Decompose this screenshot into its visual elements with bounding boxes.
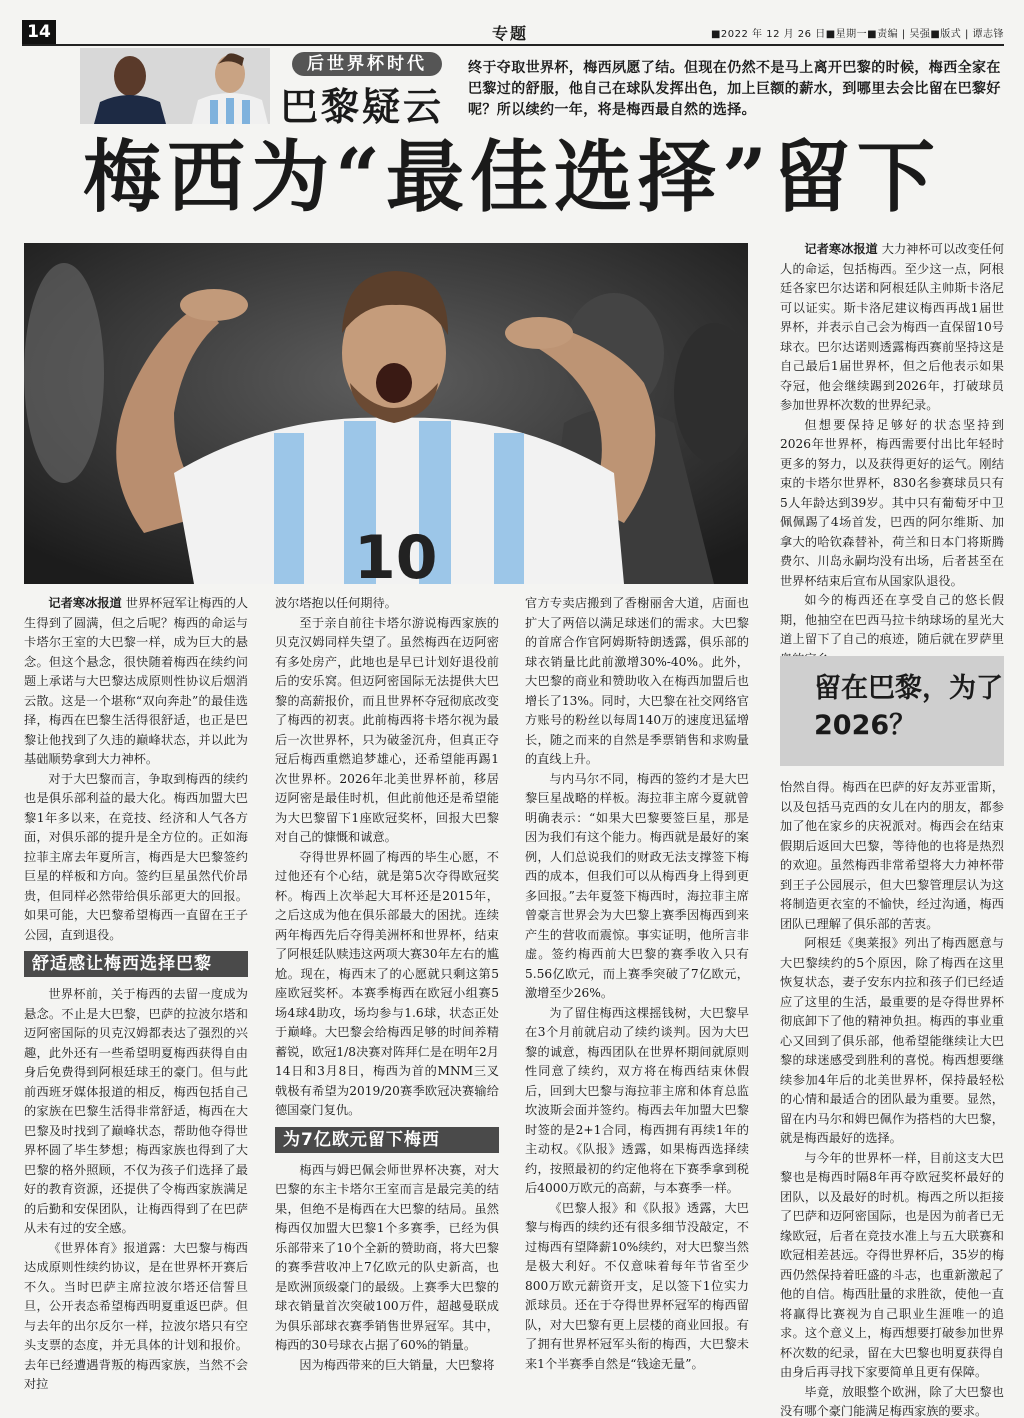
players-thumbnail	[80, 48, 270, 124]
paragraph: 《巴黎人报》和《队报》透露，大巴黎与梅西的续约还有很多细节没敲定，不过梅西有望降薪10%续约，对大巴黎当然是极大利好。不仅意味着每年节省至少800万欧元薪资开支，足以签下1位实力派球员。还在于夺得世界杯冠军的梅西留队，对大巴黎有更上层楼的商业回报。有了拥有世界杯冠军头衔的梅西，大巴黎未来1个半赛季自然是“钱途无量”。	[525, 1200, 749, 1371]
paragraph: 梅西与姆巴佩会师世界杯决赛，对大巴黎的东主卡塔尔王室而言是最完美的结果，但绝不是梅西在大巴黎的结局。虽然梅西仅加盟大巴黎1个多赛季，已经为俱乐部带来了10个全新的赞助商，将大巴黎的赛季营收冲上7亿欧元的队史新高，也是欧洲顶级豪门的最级。上赛季大巴黎的球衣销量首次突破100万件，超越曼联成为俱乐部球衣赛季销售世界冠军。其中，梅西的30号球衣占据了60%的销量。	[275, 1162, 499, 1352]
box-heading: 留在巴黎，为了2026？	[780, 656, 1004, 766]
paragraph: 与今年的世界杯一样，目前这支大巴黎也是梅西时隔8年再夺欧冠奖杯最好的团队，以及最好的时机。梅西之所以拒接了巴萨和迈阿密国际，也是因为前者已无缘欧冠，后者在竞技水准上与五大联赛和欧冠相差甚远。夺得世界杯后，35岁的梅西仍然保持着旺盛的斗志，也重新激起了他的自信。梅西肚量的求胜欲，使他一直将赢得比赛视为自己职业生涯唯一的追求。这个意义上，梅西想要打破参加世界杯次数的纪录，留在大巴黎也明夏获得自由身后再寻找下家要简单且更有保障。	[780, 1150, 1004, 1379]
paragraph: 世界杯冠军让梅西的人生得到了圆满，但之后呢？梅西的命运与卡塔尔王室的大巴黎一样，成为巨大的悬念。但这个悬念，很快随着梅西在续约问题上承诺与大巴黎达成原则性协议后烟消云散。这是一个堪称“双向奔赴”的最佳选择，梅西在巴黎生活得很舒适，也正是巴黎让他找到了久违的巅峰状态，并以此为基础顺势拿到大力神杯。	[24, 596, 249, 766]
paragraph: 大力神杯可以改变任何人的命运，包括梅西。至少这一点，阿根廷各家巴尔达诺和阿根廷队主帅斯卡洛尼可以证实。斯卡洛尼建议梅西再战1届世界杯，并表示自己会为梅西一直保留10号球衣。巴尔达诺则透露梅西赛前坚持这是自己最后1届世界杯，但之后他表示如果夺冠，他会继续踢到2026年，打破球员参加世界杯次数的世界纪录。	[780, 242, 1005, 412]
celebrating-player-photo	[24, 243, 748, 584]
issue-meta: ■2022 年 12 月 26 日■星期一■责编 | 吴强■版式 | 谭志锋	[710, 29, 1004, 40]
shirt-number: 10	[354, 523, 438, 584]
paragraph: 怡然自得。梅西在巴萨的好友苏亚雷斯，以及包括马克西的女儿在内的朋友，都参加了他在家乡的庆祝派对。梅西会在结束假期后返回大巴黎，等待他的也将是热烈的欢迎。虽然梅西非常希望将大力神杯带到王子公园展示，但大巴黎管理层认为这将制造更衣室的不愉快，经过沟通，梅西团队已理解了俱乐部的苦衷。	[780, 780, 1004, 931]
paragraph: 世界杯前，关于梅西的去留一度成为悬念。不止是大巴黎，巴萨的拉波尔塔和迈阿密国际的贝克汉姆都表达了强烈的兴趣，此外还有一些希望明夏梅西获得自由身后免费得到阿根廷球王的豪门。但与此前西班牙媒体报道的相反，梅西包括自己的家族在巴黎生活得非常舒适，梅西在大巴黎及时找到了巅峰状态，帮助他夺得世界杯圆了毕生梦想；梅西家族也得到了大巴黎的格外照顾，不仅为孩子们选择了最好的教育资源，还提供了令梅西家族满足的后勤和安保团队，让梅西得到了在巴萨从未有过的安全感。	[24, 987, 248, 1235]
paragraph: 为了留住梅西这棵摇钱树，大巴黎早在3个月前就启动了续约谈判。因为大巴黎的诚意，梅西团队在世界杯期间就原则性同意了续约，双方将在梅西结束休假后，回到大巴黎与海拉菲主席和体育总监坎波斯会面并签约。梅西去年加盟大巴黎时签的是2+1合同，梅西拥有再续1年的主动权。《队报》透露，如果梅西选择续约，按照最初的约定他将在下赛季拿到税后4000万欧元的高薪，与本赛季一样。	[525, 1005, 749, 1195]
page-header	[22, 20, 1004, 46]
paragraph: 但想要保持足够好的状态坚持到2026年世界杯，梅西需要付出比年轻时更多的努力，以及获得更好的运气。刚结束的卡塔尔世界杯，830名参赛球员只有5人年龄达到39岁。其中只有葡萄牙中卫佩佩踢了4场首发，巴西的阿尔维斯、加拿大的哈钦森替补，荷兰和日本门将斯腾费尔、川岛永嗣均没有出场，后者甚至在世界杯结束后宣布从国家队退役。	[780, 417, 1004, 588]
page-number: 14	[22, 20, 56, 44]
paragraph: 与内马尔不同，梅西的签约才是大巴黎巨星战略的样板。海拉菲主席今夏就曾明确表示：“如果大巴黎要签巨星，那是因为我们有这个能力。梅西就是最好的案例，人们总说我们的财政无法支撑签下梅西的成本，但我们可以从梅西身上得到更多回报。”去年夏签下梅西时，海拉菲主席曾豪言世界会为大巴黎上赛季因梅西到来产生的营收而震惊。事实证明，他所言非虚。签约梅西前大巴黎的赛季收入只有5.56亿欧元，而上赛季突破了7亿欧元，激增至少26%。	[525, 771, 749, 1000]
column-2	[275, 594, 499, 1375]
kicker-block	[272, 50, 462, 129]
paragraph: 毕竟，放眼整个欧洲，除了大巴黎也没有哪个豪门能满足梅西家族的要求。	[780, 1384, 1004, 1418]
subheading: 为7亿欧元留下梅西	[275, 1127, 499, 1153]
paragraph: 如今的梅西还在享受自己的悠长假期，他抽空在巴西马拉卡纳球场的星光大道上留下了自己的痕迹，随后就在罗萨里	[780, 593, 1004, 646]
lede-summary: 终于夺取世界杯，梅西夙愿了结。但现在仍然不是马上离开巴黎的时候，梅西全家在巴黎过的舒服，他自己在球队发挥出色，加上巨额的薪水，到哪里去会比留在巴黎好呢？所以续约一年，将是梅西最自然的选择。	[468, 60, 1001, 118]
subheading: 舒适感让梅西选择巴黎	[24, 951, 248, 977]
paragraph: 因为梅西带来的巨大销量，大巴黎将	[299, 1357, 495, 1372]
paragraph: 对于大巴黎而言，争取到梅西的续约也是俱乐部利益的最大化。梅西加盟大巴黎1年多以来，在竞技、经济和人气各方面，对俱乐部的提升是全方位的。正如海拉菲主席去年夏所言，梅西是大巴黎签约巨星的样板和方向。签约巨星虽然代价昂贵，但同样必然带给俱乐部更大的回报。如果可能，大巴黎希望梅西一直留在王子公园，直到退役。	[24, 771, 248, 942]
paragraph: 波尔塔抱以任何期待。	[275, 596, 397, 610]
section-title: 专题	[492, 24, 529, 43]
paragraph: 夺得世界杯圆了梅西的毕生心愿，不过他还有个心结，就是第5次夺得欧冠奖杯。梅西上次举起大耳杯还是2015年，之后这成为他在俱乐部最大的困扰。连续两年梅西先后夺得美洲杯和世界杯，结束了阿根廷队赎违这两项大赛30年左右的尴尬。现在，梅西末了的心愿就只剩这第5座欧冠奖杯。本赛季梅西在欧冠小组赛5场4球4助攻，场均参与1.6球，状态正处于巅峰。大巴黎会给梅西足够的时间养精蓄锐，欧冠1/8决赛对阵拜仁是在明年2月14日和3月8日，梅西为首的MNM三叉戟极有希望为2019/20赛季欧冠决赛输给德国豪门复仇。	[275, 849, 499, 1117]
kicker-tag: 后世界杯时代	[292, 52, 442, 76]
headline: 梅西为“最佳选择”留下	[83, 132, 941, 223]
kicker-title: 巴黎疑云	[280, 84, 445, 129]
paragraph: 《世界体育》报道露：大巴黎与梅西达成原则性续约协议，是在世界杯开赛后不久。当时巴萨主席拉波尔塔还信誓旦旦，公开表态希望梅西明夏重返巴萨。但与去年的出尔反尔一样，拉波尔塔只有空头支票的态度，并无具体的计划和报价。去年已经遭遇背叛的梅西家族，当然不会对拉	[24, 1240, 248, 1391]
column-4-top	[780, 240, 1004, 669]
byline: 记者寒冰报道	[804, 242, 878, 256]
column-3	[525, 594, 749, 1374]
paragraph: 官方专卖店搬到了香榭丽舍大道，店面也扩大了两倍以满足球迷们的需求。大巴黎的首席合作官阿姆斯特朗透露，俱乐部的球衣销量比此前激增30%-40%。此外，大巴黎的商业和赞助收入在梅西加盟后也增长了13%。同时，大巴黎在社交网络官方账号的粉丝以每周140万的速度迅猛增长，随之而来的自然是季票销售和求购量的直线上升。	[525, 596, 749, 766]
paragraph: 至于亲自前往卡塔尔游说梅西家族的贝克汉姆同样失望了。虽然梅西在迈阿密有多处房产，此地也是早已计划好退役前后的安乐窝。但迈阿密国际无法提供大巴黎的高薪报价，而且世界杯夺冠彻底改变了梅西的初衷。此前梅西将卡塔尔视为最后一次世界杯，只为破釜沉舟，但真正夺冠后梅西重燃追梦雄心，还希望能再踢1次世界杯。2026年北美世界杯前，移居迈阿密是最佳时机，但此前他还是希望能为大巴黎留下1座欧冠奖杯，回报大巴黎对自己的慷慨和诚意。	[275, 615, 499, 844]
paragraph: 阿根廷《奥莱报》列出了梅西愿意与大巴黎续约的5个原因，除了梅西在这里恢复状态，妻子安东内拉和孩子们已经适应了这里的生活，最重要的是夺得世界杯彻底卸下了他的精神负担。梅西的事业重心又回到了俱乐部，他希望能继续让大巴黎的球迷感受到胜利的喜悦。梅西想要继续参加4年后的北美世界杯，保持最轻松的心情和最适合的团队最为重要。显然，留在内马尔和姆巴佩作为搭档的大巴黎，就是梅西最好的选择。	[780, 936, 1004, 1145]
column-1	[24, 594, 248, 1395]
column-4-bottom	[780, 778, 1004, 1418]
byline: 记者寒冰报道	[48, 596, 122, 610]
